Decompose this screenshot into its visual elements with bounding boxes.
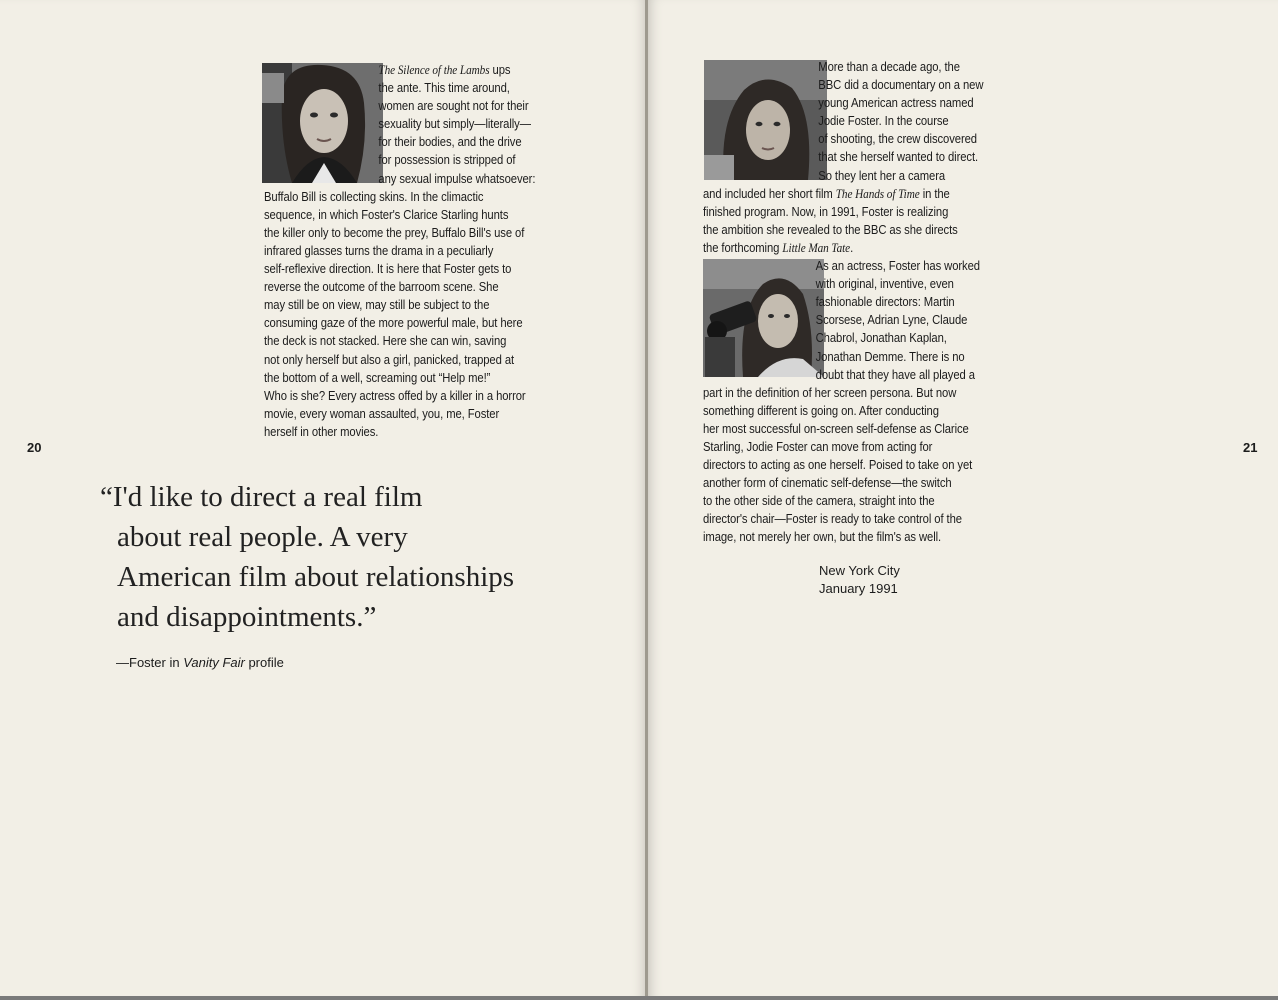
text-line: part in the definition of her screen persona. But now (703, 384, 957, 400)
text-line: herself in other movies. (264, 423, 379, 439)
text-line: self-reflexive direction. It is here that Foster gets to (264, 261, 512, 277)
text-line: the ambition she revealed to the BBC as she directs (703, 221, 958, 237)
attribution-suffix: profile (244, 655, 284, 670)
dateline-date: January 1991 (819, 581, 898, 596)
text-span: in the (919, 185, 950, 201)
text-line: ups (489, 62, 511, 77)
text-line: the killer only to become the prey, Buffalo Bill's use of (264, 224, 525, 240)
text-line: with original, inventive, even (815, 276, 954, 292)
text-line: image, not merely her own, but the film's as well. (703, 529, 942, 545)
text-line: women are sought not for their (378, 98, 529, 114)
text-line: the bottom of a well, screaming out “Help me!” (264, 369, 491, 385)
text-line: Starling, Jodie Foster can move from acting for (703, 438, 933, 454)
left-body-text (264, 61, 535, 441)
text-line: fashionable directors: Martin (815, 294, 955, 310)
text-line: Buffalo Bill is collecting skins. In the climactic (264, 188, 484, 204)
text-line: sequence, in which Foster's Clarice Starling hunts (264, 206, 509, 222)
text-line: doubt that they have all played a (815, 366, 975, 382)
text-line: the deck is not stacked. Here she can win, saving (264, 333, 507, 349)
text-line: director's chair—Foster is ready to take control of the (703, 511, 962, 527)
text-line: Who is she? Every actress offed by a killer in a horror (264, 387, 526, 403)
text-line: may still be on view, may still be subject to the (264, 297, 490, 313)
quote-line: American film about relationships (117, 561, 515, 593)
silence-of-lambs-title: The Silence of the Lambs (378, 63, 490, 77)
text-span: . (850, 239, 854, 255)
book-gutter (645, 0, 648, 1000)
text-line: the ante. This time around, (378, 80, 510, 96)
text-line (703, 239, 983, 257)
text-line: for possession is stripped of (378, 152, 516, 168)
quote-line: “I'd like to direct a real film (100, 481, 423, 513)
text-line: something different is going on. After conducting (703, 402, 939, 418)
right-body-text (703, 58, 983, 547)
text-line: Jodie Foster. In the course (818, 113, 949, 129)
text-line: More than a decade ago, the (818, 59, 960, 74)
attribution-source: Vanity Fair (183, 655, 245, 670)
text-line: So they lent her a camera (818, 167, 946, 183)
text-line: reverse the outcome of the barroom scene. She (264, 279, 499, 295)
pull-quote (100, 477, 514, 637)
dateline-place: New York City (819, 563, 900, 578)
page-number-left: 20 (27, 440, 42, 455)
text-line: of shooting, the crew discovered (818, 131, 977, 147)
text-line: consuming gaze of the more powerful male, but here (264, 315, 523, 331)
quote-attribution (116, 655, 284, 670)
text-line: Chabrol, Jonathan Kaplan, (815, 330, 947, 346)
attribution-prefix: —Foster in (116, 655, 184, 670)
dateline (819, 562, 900, 598)
text-line: movie, every woman assaulted, you, me, Foster (264, 405, 500, 421)
page-number-right: 21 (1243, 440, 1258, 455)
text-line: that she herself wanted to direct. (818, 149, 979, 165)
text-line: finished program. Now, in 1991, Foster is realizing (703, 203, 949, 219)
little-man-tate-title: Little Man Tate (782, 240, 851, 255)
text-span: the forthcoming (703, 239, 783, 255)
text-line: young American actress named (818, 95, 974, 111)
text-line: Jonathan Demme. There is no (815, 348, 965, 364)
text-line: any sexual impulse whatsoever: (378, 170, 536, 186)
text-line: another form of cinematic self-defense—the switch (703, 475, 952, 491)
text-line: As an actress, Foster has worked (815, 258, 980, 274)
text-line: BBC did a documentary on a new (818, 77, 984, 93)
hands-of-time-title: The Hands of Time (835, 186, 920, 201)
quote-line: about real people. A very (117, 521, 408, 553)
page-bottom-edge (0, 996, 1278, 1000)
text-line: her most successful on-screen self-defense as Clarice (703, 420, 969, 436)
quote-line: and disappointments.” (117, 601, 377, 633)
text-line: for their bodies, and the drive (378, 134, 522, 150)
text-line: Scorsese, Adrian Lyne, Claude (815, 312, 968, 328)
text-line: directors to acting as one herself. Poised to take on yet (703, 457, 973, 473)
text-line: to the other side of the camera, straight into the (703, 493, 935, 509)
text-line: infrared glasses turns the drama in a peculiarly (264, 242, 494, 258)
text-line (703, 185, 983, 203)
text-line: not only herself but also a girl, panicked, trapped at (264, 351, 515, 367)
text-line: sexuality but simply—literally— (378, 116, 531, 132)
text-span: and included her short film (703, 185, 836, 201)
